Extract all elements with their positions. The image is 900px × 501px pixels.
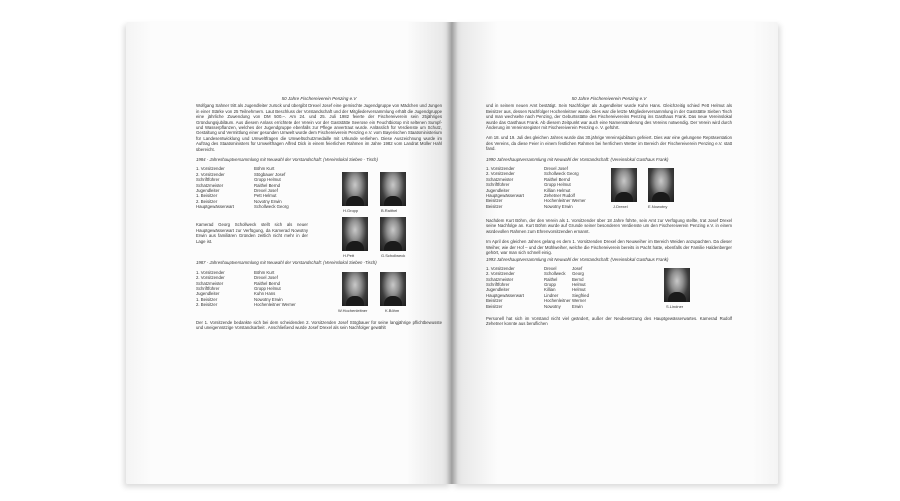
intro-paragraph: Wolfgang Sahner tritt als Jugendleiter zurück und übergibt Drexel Josef eine gemischte Jugendgruppe von Mädchen und Jungen in einer Stärke von 25 Teilnehmern. Laut Beschluss der Vorstandschaft und der Mitgliederversammlung erhält die Jugendgruppe eine jährliche Zuwendung von DM 500.–. Am 24. und 25. Juli 1982 feierte der Fischereiverein sein 25jähriges Gründungsjubiläum. Aus diesem Anlass errichtete der Verein vor der Gaststätte Seerose ein Feuchtbiotop mit seltenen Sumpf- und Wasserpflanzen, welches der Jugendgruppe ebenfalls zur Pflege anvertraut wurde. Anlässlich für Verdienste um Schutz, Gestaltung und Vermittlung einer gesunden Umwelt wurde dem Fischereiverein Penzing e.V. vom Bayerischen Staatsministerium für Landesentwicklung und Umweltfragen die Umweltschutzmedaille mit Urkunde verliehen. Diese Auszeichnung wurde im Auftrag des Staatsministers für Umweltfragen Alfred Dick in einem feierlichen Rahmen im Jahre 1982 vom Landrat Müller Hahl übereicht. — [196, 103, 442, 152]
role: Hauptgewässerwart — [486, 292, 524, 298]
member-first-name: Erwin — [572, 303, 583, 309]
board-row — [486, 304, 601, 309]
member-first-name: Georg — [572, 271, 584, 277]
role: Jugendleiter — [196, 188, 220, 194]
role: Jugendleiter — [486, 187, 510, 193]
portrait-photo — [380, 217, 406, 251]
role: Schatzmeister — [196, 280, 224, 286]
member-name: Gropp Helmut — [254, 177, 281, 183]
board-row — [196, 204, 311, 209]
photo-caption: J.Drexel — [613, 204, 628, 210]
intro-paragraph: und in seinem neuen Amt bestätigt. Sein Nachfolger als Jugendleiter wurde Kuhn Hans. Gleichzeitig schied Pett Helmut als Beisitzer aus, dessen Nachfolger Hochenleitner wurde. Dies war die letzte Mitgliederversammlung in der Gaststätte Sieben Tisch und man wechselte nach Penzing, der Geburtsstätte des Fischereivereins Penzing ins Gasthaus Frank. Das neue Vereinslokal wurde das Gasthaus Frank. Ab diesem Zeitpunkt war auch eine Namensänderung des Vereins notwendig. Der Verein wird durch Änderung im Vereinsregister mit Fischereiverein Penzing e. V. geführt. — [486, 103, 732, 131]
photo-caption: S.Lindner — [666, 303, 684, 309]
board-table — [196, 270, 311, 308]
role: Beisitzer — [486, 303, 503, 309]
role: Beisitzer — [486, 203, 503, 209]
member-first-name: Helmut — [572, 282, 586, 288]
role: Hauptgewässerwart — [196, 204, 234, 210]
role: 2. Beisitzer — [196, 302, 218, 308]
portrait-photo — [611, 168, 637, 202]
member-first-name: Werner — [572, 298, 587, 304]
role: Schatzmeister — [486, 176, 514, 182]
board-table — [486, 266, 601, 309]
role: Jugendleiter — [196, 291, 220, 297]
member-name: Drexel Josef — [544, 166, 568, 172]
role: 2. Vorsitzender — [486, 271, 515, 277]
board-table — [196, 166, 311, 209]
role: 1. Beisitzer — [196, 193, 218, 199]
member-first-name: Helmut — [572, 287, 586, 293]
role: Schatzmeister — [196, 182, 224, 188]
board-1987 — [196, 270, 442, 316]
member-last-name: Nowotny — [544, 303, 561, 309]
member-last-name: Killian — [544, 287, 556, 293]
member-last-name: Hochenleitner — [544, 298, 571, 304]
left-page-content — [196, 96, 442, 336]
role: Schriftführer — [486, 182, 510, 188]
section-title: 1984 - Jahreshauptversammlung mit Neuwahl der Vorstandschaft: (Vereinslokal Sieben - Tisch) — [196, 157, 378, 163]
photo-caption: B.Raithel — [381, 208, 398, 214]
member-name: Drexel Josef — [254, 188, 278, 194]
open-book — [126, 22, 778, 484]
member-name: Kuhn Hans — [254, 291, 276, 297]
member-name: Drexel Josef — [254, 275, 278, 281]
member-first-name: Bernd — [572, 276, 584, 282]
portrait-photo — [342, 172, 368, 206]
portrait-photo — [342, 272, 368, 306]
photo-caption: H.Pett — [343, 253, 355, 259]
member-name: Schollweck Georg — [254, 204, 289, 210]
member-name: Novotny Erwin — [254, 198, 282, 204]
role: 1. Vorsitzender — [196, 166, 225, 172]
page-header: 50 Jahre Fischereiverein Penzing e.V — [571, 96, 647, 101]
role: 2. Beisitzer — [196, 198, 218, 204]
member-last-name: Lindner — [544, 292, 559, 298]
role: Schriftführer — [196, 177, 220, 183]
role: Schriftführer — [196, 286, 220, 292]
role: Beisitzer — [486, 298, 503, 304]
note-paragraph: Nachdem Kurt Böhm, der den Verein als 1. Vorsitzender über 18 Jahre führte, sein Amt zur Verfügung stellte, trat Josef Drexel seine Nachfolge an. Kurt Böhm wurde auf Grunde seiner besonderen Verdienste um den Fischereiverein Penzing e.V. in einem würdevollen Rahmen zum Ehrenvorsitzenden ernannt. — [486, 218, 732, 234]
member-name: Stögbauer Josef — [254, 171, 286, 177]
note-paragraph: Kamerad Georg Schollweck stellt sich als neuer Hauptgewässerwart zur Verfügung, da Kamerad Nowotny Erwin aus familiären Gründen zeitlich nicht mehr in der Lage ist. — [196, 222, 308, 244]
role: Hauptgewässerwart — [486, 193, 524, 199]
board-row — [196, 302, 311, 307]
member-first-name: Siegfried — [572, 292, 589, 298]
photo-caption: H.Gropp — [343, 208, 359, 214]
member-name: Gropp Helmut — [544, 182, 571, 188]
member-name: Pett Helmut — [254, 193, 277, 199]
role: Schatzmeister — [486, 276, 514, 282]
member-last-name: Drexel — [544, 265, 557, 271]
page-header: 50 Jahre Fischereiverein Penzing e.V — [281, 96, 357, 101]
portrait-photo — [342, 217, 368, 251]
member-name: Killian Helmut — [544, 187, 571, 193]
portrait-photo — [380, 272, 406, 306]
board-1984 — [196, 166, 442, 259]
member-last-name: Raithel — [544, 276, 558, 282]
member-name: Raithel Bernd — [254, 182, 281, 188]
member-name: Nowotny Erwin — [544, 203, 573, 209]
section-title: 1987 - Jahreshauptversammlung mit Neuwahl der Vorstandschaft: (Vereinslokal Sieben -Tisch) — [196, 260, 377, 266]
role: 1. Beisitzer — [196, 296, 218, 302]
role: Beisitzer — [486, 198, 503, 204]
member-name: Zehetner Rudolf — [544, 193, 575, 199]
photo-caption: E.Nowotny — [648, 204, 668, 210]
closing-paragraph: Der 1. Vorsitzende bedankte sich bei dem scheidenden 2. Vorsitzenden Josef Stögbauer für seine langjährige pflichtbewusste und uneigennützige Vorstandsarbeit . Anschließend wurde Josef Drexel als sein Nachfolger gewählt — [196, 319, 442, 331]
role: 2. Vorsitzender — [486, 171, 515, 177]
photo-caption: K.Böhm — [385, 307, 400, 313]
member-name: Hochenleitner Werner — [544, 198, 586, 204]
member-name: Böhm Kurt — [254, 269, 275, 275]
right-page — [452, 22, 778, 484]
role: 2. Vorsitzender — [196, 171, 225, 177]
member-name: Böhm Kurt — [254, 166, 275, 172]
portrait-photo — [664, 268, 690, 302]
book-gutter — [446, 22, 458, 484]
role: Schriftführer — [486, 282, 510, 288]
role: 1. Vorsitzender — [196, 269, 225, 275]
member-last-name: Schollweck — [544, 271, 566, 277]
section-title: 1993 Jahreshauptversammlung mit Neuwahl der Vorstandschaft: (Vereinslokal Gasthaus Frank) — [486, 256, 669, 262]
right-page-content — [486, 96, 732, 332]
photo-caption: G.Schollweck — [381, 253, 406, 259]
board-1990 — [486, 166, 732, 214]
left-page — [126, 22, 452, 484]
member-last-name: Gropp — [544, 282, 556, 288]
role: Jugendleiter — [486, 287, 510, 293]
portrait-photo — [648, 168, 674, 202]
member-first-name: Josef — [572, 265, 583, 271]
board-table — [486, 166, 601, 209]
member-name: Nowotny Erwin — [254, 296, 283, 302]
portrait-photo — [380, 172, 406, 206]
member-name: Schollweck Georg — [544, 171, 579, 177]
member-name: Hochenleitner Werner — [254, 302, 296, 308]
note-paragraph: Im April des gleichen Jahres gelang es dem 1. Vorsitzenden Drexel den Neuweiher im Bereich Weiden anzupachten. Da dieser Weiher, wie der Hof – und der Mühlweiher, welche die Fischereiverein bereits in Pacht hatte, ebenfalls der Familie Haldenberger gehört, war man sich schnell einig. — [486, 239, 732, 256]
photo-caption: W.Hochenleitner — [338, 307, 368, 313]
role: 1. Vorsitzender — [486, 265, 515, 271]
member-name: Gropp Helmut — [254, 286, 281, 292]
role: 2. Vorsitzender — [196, 275, 225, 281]
member-name: Raithel Bernd — [544, 176, 571, 182]
role: 1. Vorsitzender — [486, 166, 515, 172]
section-title: 1990 Jahreshauptversammlung mit Neuwahl der Vorstandschaft: (Vereinslokal Gasthaus Frank) — [486, 156, 669, 162]
jubilee-paragraph: Am 18. und 19. Juli des gleichen Jahres wurde das 30.jährige Vereinsjubiläum gefeiert. Dies war eine gelungene Repräsentation des Vereins, da diese Feier in einem festlichen Rahmen bei herrlichem Wetter im Bereich der Fischereiverein Penzing e.V. statt fand. — [486, 135, 732, 152]
board-row — [486, 204, 601, 209]
board-1993 — [486, 266, 732, 312]
member-name: Raithel Bernd — [254, 280, 281, 286]
closing-paragraph: Personell hat sich im Vorstand nicht viel geändert, außer der Neubesetzung des Hauptgewässerwartes. Kamerad Rudolf Zehetner konnte aus beruflichen — [486, 315, 732, 327]
